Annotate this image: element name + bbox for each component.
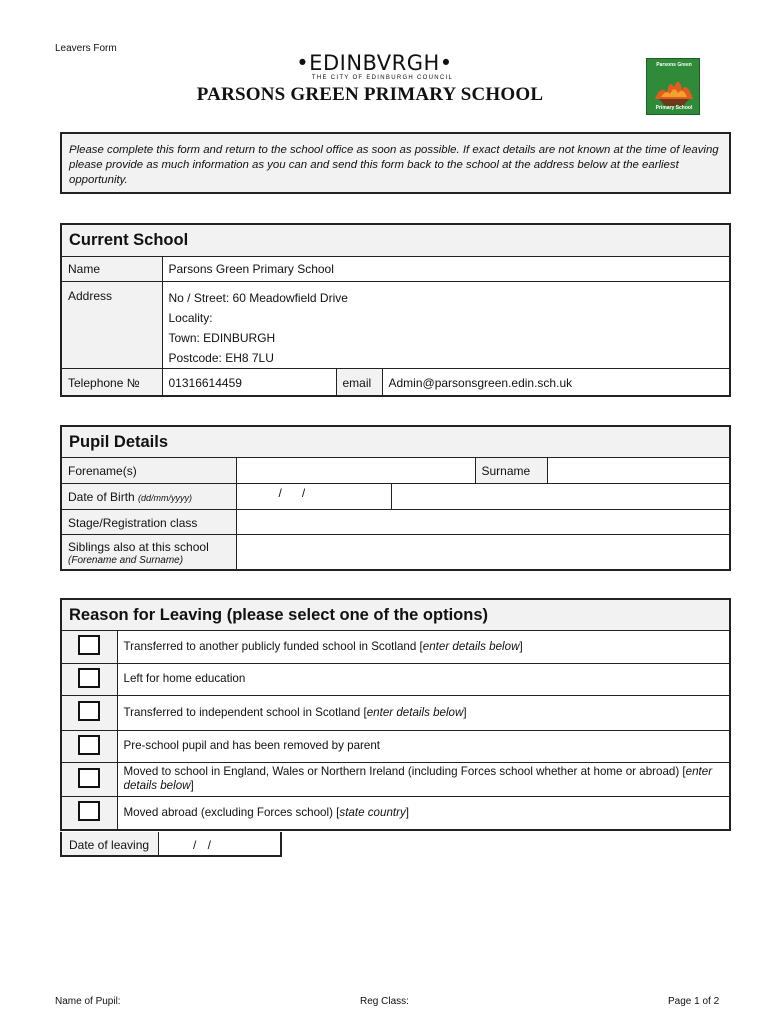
- option-checkbox-pre-school[interactable]: [78, 735, 100, 755]
- option-checkbox-home-education[interactable]: [78, 668, 100, 688]
- crest-bottom-text: Primary School: [655, 105, 693, 111]
- crest-top-text: Parsons Green: [656, 62, 692, 68]
- stage-label: Stage/Registration class: [62, 509, 236, 534]
- email-label: email: [336, 368, 382, 395]
- email-value: Admin@parsonsgreen.edin.sch.uk: [382, 368, 729, 395]
- reason-options-table: [62, 631, 729, 829]
- reason-for-leaving-section: [60, 598, 731, 831]
- option-label-home-education: Left for home education: [117, 663, 729, 695]
- reason-for-leaving-title: Reason for Leaving (please select one of the options): [62, 600, 729, 631]
- option-checkbox-cell: [62, 663, 117, 695]
- option-checkbox-moved-abroad[interactable]: [78, 801, 100, 821]
- option-checkbox-cell: [62, 796, 117, 829]
- option-checkbox-cell: [62, 762, 117, 796]
- option-checkbox-publicly-funded[interactable]: [78, 635, 100, 655]
- siblings-label: [62, 534, 236, 569]
- edinburgh-logo-wordmark: •EDINBVRGH•: [296, 51, 453, 75]
- dob-extra-cell: [391, 483, 729, 509]
- siblings-input[interactable]: [236, 534, 729, 569]
- option-checkbox-uk-school[interactable]: [78, 768, 100, 788]
- option-checkbox-cell: [62, 730, 117, 762]
- siblings-hint: (Forename and Surname): [68, 554, 184, 566]
- intro-text: Please complete this form and return to the school office as soon as possible. If exact details are not known at the time of leaving please provide as much information as you can and send this form back to the school at the address below at the earliest opportunity.: [69, 144, 719, 186]
- intro-instructions-box: [60, 132, 731, 194]
- address-line-street: No / Street: 60 Meadowfield Drive: [168, 290, 348, 305]
- stage-input[interactable]: [236, 509, 729, 534]
- pupil-details-table: [62, 458, 729, 569]
- siblings-label-text: Siblings also at this school: [68, 539, 209, 554]
- option-checkbox-cell: [62, 695, 117, 730]
- forename-input[interactable]: [236, 458, 475, 483]
- option-label-publicly-funded: Transferred to another publicly funded school in Scotland [enter details below]: [117, 631, 729, 663]
- date-of-leaving-label: Date of leaving: [62, 832, 159, 855]
- address-value: [162, 281, 729, 368]
- footer-page-number: Page 1 of 2: [668, 996, 720, 1007]
- address-line-postcode: Postcode: EH8 7LU: [168, 350, 274, 365]
- pupil-details-section: [60, 425, 731, 571]
- school-name-value: Parsons Green Primary School: [162, 257, 729, 281]
- option-label-independent-school: Transferred to independent school in Scotland [enter details below]: [117, 695, 729, 730]
- surname-label: Surname: [475, 458, 547, 483]
- edinburgh-council-logo: [287, 52, 462, 82]
- telephone-label: Telephone №: [62, 368, 162, 395]
- pupil-details-title: Pupil Details: [62, 427, 729, 458]
- option-label-uk-school: Moved to school in England, Wales or Northern Ireland (including Forces school whether at home or abroad) [enter details below]: [117, 762, 729, 796]
- dob-input[interactable]: / /: [236, 483, 391, 509]
- form-label: Leavers Form: [55, 43, 117, 54]
- option-checkbox-independent-school[interactable]: [78, 701, 100, 721]
- dob-format-hint: (dd/mm/yyyy): [138, 492, 193, 503]
- school-crest-logo: [646, 58, 700, 115]
- date-of-leaving-row: [60, 832, 282, 857]
- footer-name-of-pupil: Name of Pupil:: [55, 996, 121, 1007]
- option-label-pre-school: Pre-school pupil and has been removed by parent: [117, 730, 729, 762]
- current-school-table: [62, 257, 729, 395]
- address-line-locality: Locality:: [168, 310, 213, 325]
- footer-reg-class: Reg Class:: [360, 996, 409, 1007]
- edinburgh-logo-subtext: THE CITY OF EDINBURGH COUNCIL: [311, 75, 454, 81]
- school-title: PARSONS GREEN PRIMARY SCHOOL: [196, 84, 544, 105]
- forename-label: Forename(s): [62, 458, 236, 483]
- option-label-moved-abroad: Moved abroad (excluding Forces school) [state country]: [117, 796, 729, 829]
- surname-input[interactable]: [547, 458, 729, 483]
- name-label: Name: [62, 257, 162, 281]
- telephone-value: 01316614459: [162, 368, 336, 395]
- current-school-section: [60, 223, 731, 397]
- dob-label-text: Date of Birth: [68, 489, 135, 504]
- address-label: Address: [62, 281, 162, 368]
- option-checkbox-cell: [62, 631, 117, 663]
- current-school-title: Current School: [62, 225, 729, 257]
- date-of-leaving-input[interactable]: / /: [159, 832, 280, 855]
- dob-label: [62, 483, 236, 509]
- address-line-town: Town: EDINBURGH: [168, 330, 276, 345]
